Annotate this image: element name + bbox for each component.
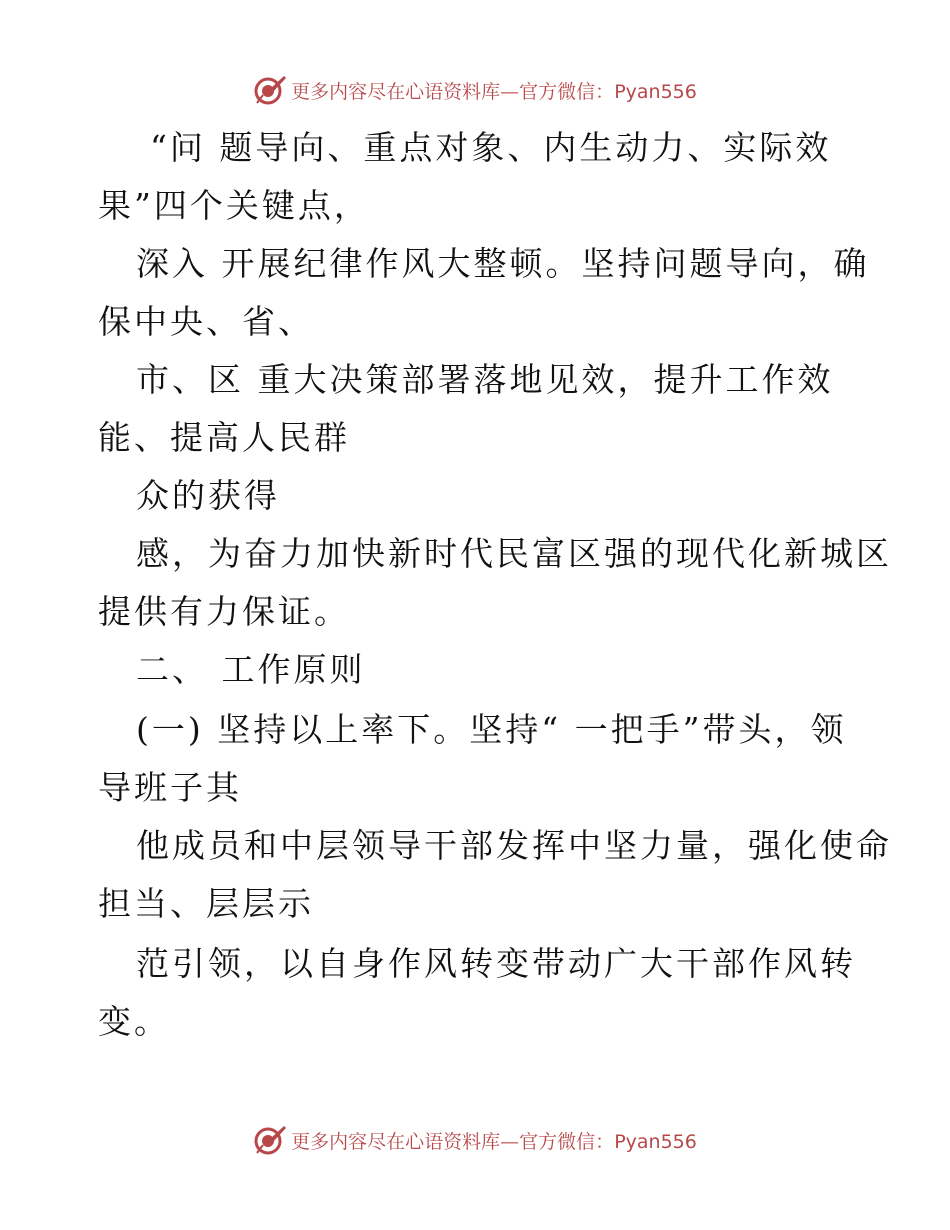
watermark-dash: — (500, 1130, 520, 1153)
watermark-site-name: 更多内容尽在心语资料库 (291, 80, 501, 103)
pen-nib-logo-icon (253, 1123, 287, 1157)
watermark-wechat-id: Pyan556 (614, 1130, 697, 1153)
text-line-4: 保中央、省、 (98, 302, 314, 341)
text-line-8: 感，为奋力加快新时代民富区强的现代化新城区 (136, 534, 892, 573)
watermark-dash: — (500, 80, 520, 103)
watermark-wechat-id: Pyan556 (614, 80, 697, 103)
footer-watermark-banner (0, 1120, 950, 1160)
pen-nib-logo-icon (253, 73, 287, 107)
text-line-9: 提供有力保证。 (98, 592, 350, 631)
watermark-text (291, 77, 697, 104)
text-line-13: 他成员和中层领导干部发挥中坚力量，强化使命 (136, 826, 892, 865)
watermark-text (291, 1127, 697, 1154)
text-line-5: 市、区 重大决策部署落地见效，提升工作效 (136, 360, 834, 399)
text-line-7: 众的获得 (136, 476, 280, 515)
text-line-1: “问 题导向、重点对象、内生动力、实际效 (150, 128, 832, 167)
watermark-site-name: 更多内容尽在心语资料库 (291, 1130, 501, 1153)
text-line-3: 深入 开展纪律作风大整顿。坚持问题导向，确 (136, 244, 870, 283)
text-line-2: 果”四个关键点， (98, 186, 370, 225)
text-line-16: 变。 (98, 1002, 170, 1041)
text-line-15: 范引领，以自身作风转变带动广大干部作风转 (136, 944, 856, 983)
text-line-6: 能、提高人民群 (98, 418, 350, 457)
section-heading-principles: 二、 工作原则 (136, 650, 366, 689)
text-line-12: 导班子其 (98, 768, 242, 807)
text-line-11: (一) 坚持以上率下。坚持“ 一把手”带头，领 (136, 710, 847, 749)
watermark-wechat-label: 官方微信： (519, 80, 615, 103)
header-watermark-banner (0, 70, 950, 110)
watermark-wechat-label: 官方微信： (519, 1130, 615, 1153)
text-line-14: 担当、层层示 (98, 884, 314, 923)
